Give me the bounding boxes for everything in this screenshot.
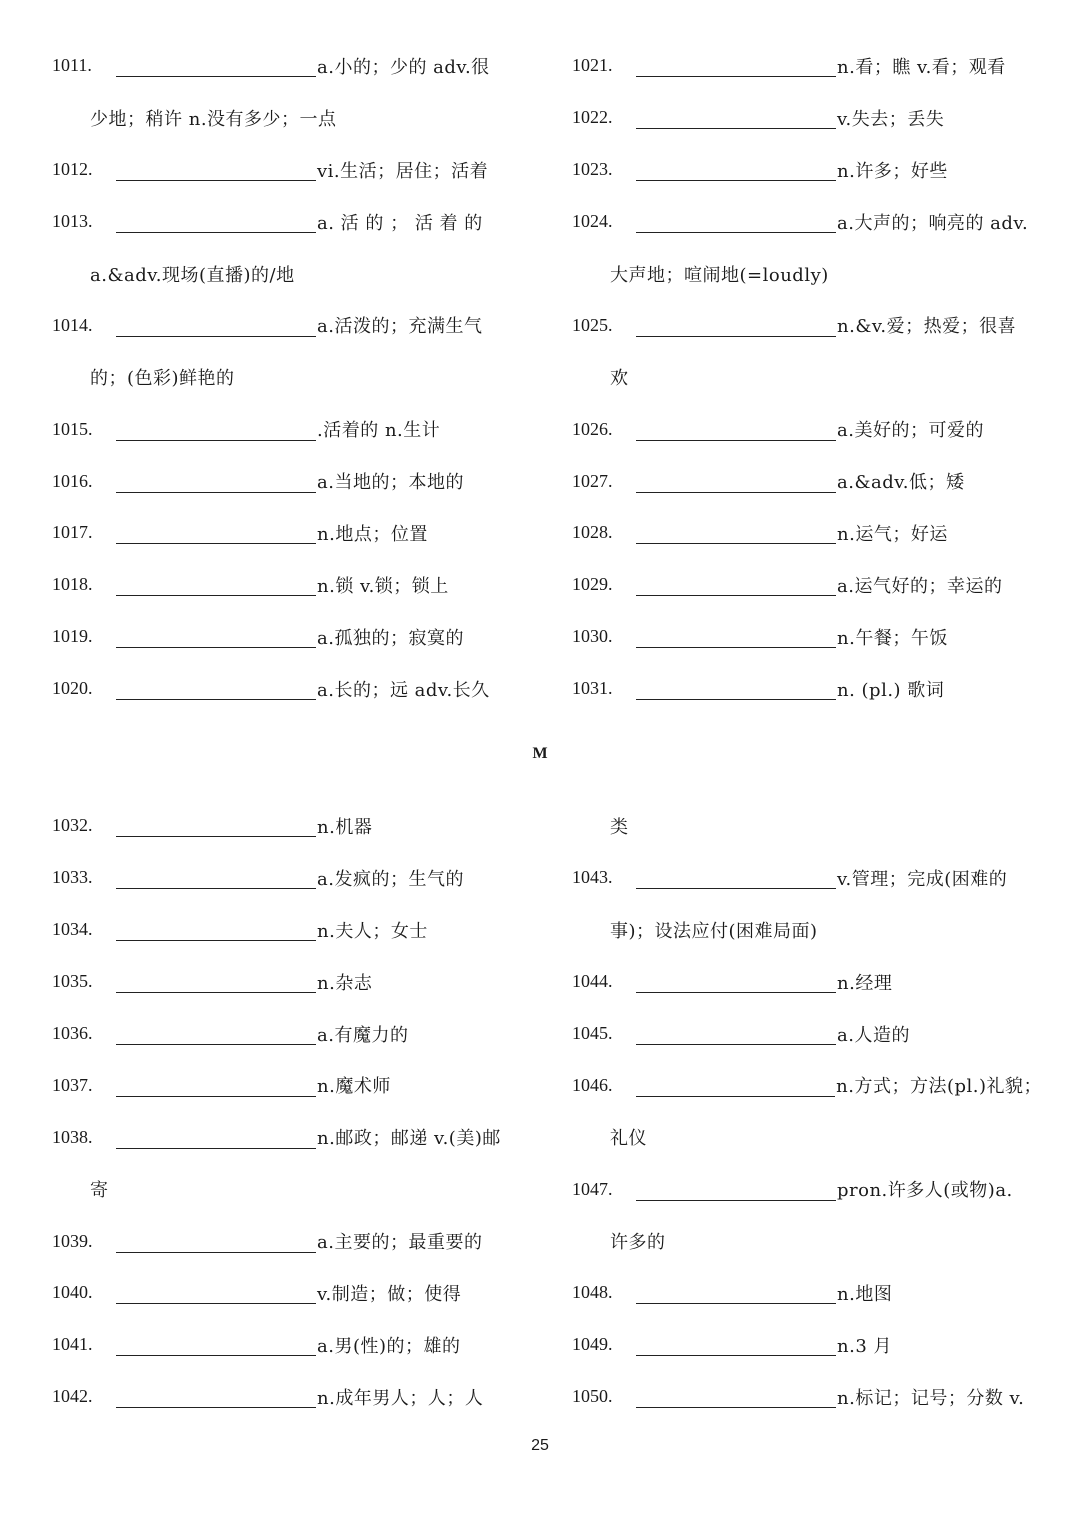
- entry-meaning: n.&v.爱；热爱；很喜: [837, 316, 1017, 338]
- vocab-entry: [572, 92, 1042, 144]
- answer-blank[interactable]: [116, 521, 316, 544]
- entry-number: 1037.: [52, 1074, 93, 1095]
- answer-blank[interactable]: [116, 470, 316, 493]
- entry-meaning: a.男(性)的；雄的: [317, 1335, 461, 1357]
- answer-blank[interactable]: [636, 158, 836, 181]
- entry-number: 1026.: [572, 418, 613, 439]
- vocab-entry: [572, 507, 1042, 559]
- vocab-entry: [52, 611, 522, 663]
- entry-number: 1016.: [52, 470, 93, 491]
- entry-meaning: a.人造的: [837, 1024, 910, 1046]
- answer-blank[interactable]: [636, 521, 836, 544]
- entry-number: 1036.: [52, 1023, 93, 1043]
- entry-number: 1043.: [572, 867, 613, 888]
- answer-blank[interactable]: [116, 970, 316, 993]
- entry-meaning: n.午餐；午饭: [837, 627, 948, 649]
- answer-blank[interactable]: [636, 625, 836, 648]
- entry-meaning: n.夫人；女士: [317, 920, 428, 942]
- entry-number: 1050.: [572, 1386, 613, 1407]
- section-letter: M: [532, 745, 548, 762]
- vocab-entry: [572, 663, 1042, 715]
- vocab-entry: [52, 1267, 522, 1319]
- entry-number: 1033.: [52, 867, 93, 888]
- entry-number: 1046.: [572, 1074, 613, 1095]
- entry-meaning: n.经理: [837, 972, 893, 994]
- answer-blank[interactable]: [636, 314, 836, 337]
- right-column-bottom: [572, 800, 1042, 1423]
- entry-meaning: n.许多；好些: [837, 160, 948, 182]
- vocab-entry: [572, 611, 1042, 663]
- answer-blank[interactable]: [636, 866, 836, 889]
- entry-meaning: n. (pl.) 歌词: [837, 679, 945, 701]
- continuation-line: 类: [610, 816, 629, 838]
- entry-meaning-continued: 事)；设法应付(困难局面): [610, 920, 818, 942]
- answer-blank[interactable]: [636, 1022, 836, 1045]
- entry-number: 1022.: [572, 107, 613, 128]
- entry-number: 1027.: [572, 470, 613, 491]
- entry-meaning-continued: 许多的: [610, 1232, 666, 1254]
- answer-blank[interactable]: [116, 158, 316, 181]
- entry-number: 1011.: [52, 55, 92, 76]
- entry-number: 1035.: [52, 971, 93, 992]
- vocab-entry: [572, 1059, 1042, 1111]
- vocab-entry: [52, 507, 522, 559]
- entry-number: 1041.: [52, 1334, 93, 1355]
- vocab-entry: [52, 196, 522, 248]
- entry-meaning: a.发疯的；生气的: [317, 868, 464, 890]
- entry-meaning: a.活泼的；充满生气: [317, 316, 483, 338]
- answer-blank[interactable]: [116, 573, 316, 596]
- entry-meaning: a.&adv.低；矮: [837, 472, 965, 494]
- entry-meaning: n.杂志: [317, 972, 373, 994]
- vocab-entry: [572, 196, 1042, 248]
- answer-blank[interactable]: [116, 314, 316, 337]
- left-column-bottom: [52, 800, 522, 1423]
- entry-meaning: a.主要的；最重要的: [317, 1232, 483, 1254]
- entry-number: 1047.: [572, 1178, 613, 1199]
- entry-number: 1017.: [52, 522, 93, 543]
- vocab-entry: [52, 299, 522, 351]
- right-column-top: [572, 40, 1042, 715]
- entry-number: 1015.: [52, 418, 93, 439]
- vocab-entry: [52, 559, 522, 611]
- entry-number: 1049.: [572, 1334, 613, 1355]
- entry-number: 1048.: [572, 1282, 613, 1303]
- vocab-entry: [52, 40, 522, 92]
- vocab-entry: [572, 559, 1042, 611]
- vocab-entry: [52, 144, 522, 196]
- answer-blank[interactable]: [636, 1178, 836, 1201]
- entry-meaning-continued: 寄: [90, 1180, 109, 1202]
- entry-meaning: n.标记；记号；分数 v.: [837, 1387, 1025, 1409]
- answer-blank[interactable]: [636, 1385, 836, 1408]
- answer-blank[interactable]: [636, 1074, 835, 1097]
- answer-blank[interactable]: [116, 1333, 316, 1356]
- entry-meaning: a.美好的；可爱的: [837, 420, 984, 442]
- entry-number: 1028.: [572, 522, 613, 543]
- entry-meaning: vi.生活；居住；活着: [317, 160, 489, 182]
- entry-number: 1045.: [572, 1023, 613, 1043]
- entry-meaning: n.运气；好运: [837, 523, 948, 545]
- vocab-entry: [572, 1267, 1042, 1319]
- answer-blank[interactable]: [116, 866, 316, 889]
- entry-meaning: n.方式；方法(pl.)礼貌；: [836, 1076, 1042, 1098]
- entry-meaning-continued: 礼仪: [610, 1128, 647, 1150]
- vocab-entry: [52, 1215, 522, 1267]
- entry-number: 1021.: [572, 55, 613, 76]
- answer-blank[interactable]: [116, 625, 316, 648]
- answer-blank[interactable]: [636, 970, 836, 993]
- answer-blank[interactable]: [636, 418, 836, 441]
- entry-meaning: n.3 月: [837, 1335, 892, 1357]
- entry-meaning: a.大声的；响亮的 adv.: [837, 212, 1029, 234]
- entry-number: 1044.: [572, 971, 613, 992]
- answer-blank[interactable]: [116, 1126, 316, 1149]
- entry-meaning: .活着的 n.生计: [317, 420, 441, 442]
- entry-number: 1032.: [52, 815, 93, 836]
- vocab-entry: [572, 144, 1042, 196]
- entry-meaning: pron.许多人(或物)a.: [837, 1180, 1013, 1202]
- entry-meaning: n.成年男人；人；人: [317, 1387, 484, 1409]
- entry-meaning: n.魔术师: [317, 1076, 391, 1098]
- entry-meaning: a.小的；少的 adv.很: [317, 56, 490, 78]
- vocab-entry: [52, 1111, 522, 1163]
- entry-meaning-continued: 的；(色彩)鲜艳的: [90, 368, 235, 390]
- answer-blank[interactable]: [636, 106, 836, 129]
- entry-number: 1014.: [52, 314, 93, 335]
- entry-number: 1042.: [52, 1386, 93, 1407]
- entry-number: 1038.: [52, 1126, 93, 1147]
- entry-meaning: n.地图: [837, 1283, 893, 1305]
- entry-number: 1029.: [572, 574, 613, 595]
- vocab-entry: [52, 455, 522, 507]
- answer-blank[interactable]: [116, 1281, 316, 1304]
- answer-blank[interactable]: [636, 677, 836, 700]
- answer-blank[interactable]: [636, 470, 836, 493]
- entry-meaning: n.机器: [317, 816, 373, 838]
- entry-meaning: v.失去；丢失: [837, 108, 945, 130]
- entry-number: 1031.: [572, 678, 613, 699]
- vocab-entry: [52, 852, 522, 904]
- answer-blank[interactable]: [116, 1074, 316, 1097]
- vocab-entry: [52, 904, 522, 956]
- entry-meaning: v.制造；做；使得: [317, 1283, 462, 1305]
- answer-blank[interactable]: [116, 1022, 316, 1045]
- entry-meaning: n.地点；位置: [317, 523, 428, 545]
- entry-meaning: v.管理；完成(困难的: [837, 868, 1008, 890]
- answer-blank[interactable]: [116, 814, 316, 837]
- vocab-entry: [52, 1008, 522, 1060]
- vocab-entry: [52, 1059, 522, 1111]
- entry-meaning: a.长的；远 adv.长久: [317, 679, 490, 701]
- answer-blank[interactable]: [636, 54, 836, 77]
- vocab-entry: [572, 1163, 1042, 1215]
- entry-meaning: n.锁 v.锁；锁上: [317, 575, 449, 597]
- entry-number: 1039.: [52, 1230, 93, 1251]
- left-column-top: [52, 40, 522, 715]
- entry-number: 1019.: [52, 626, 93, 647]
- answer-blank[interactable]: [116, 1230, 316, 1253]
- entry-meaning: a.孤独的；寂寞的: [317, 627, 464, 649]
- vocab-entry: [52, 1319, 522, 1371]
- vocab-entry: [572, 455, 1042, 507]
- vocab-entry: [572, 1371, 1042, 1423]
- entry-meaning-continued: 少地；稍许 n.没有多少；一点: [90, 108, 337, 130]
- vocab-entry: [572, 403, 1042, 455]
- entry-meaning-continued: 欢: [610, 368, 629, 390]
- vocab-entry: [572, 852, 1042, 904]
- entry-meaning: a.运气好的；幸运的: [837, 575, 1003, 597]
- answer-blank[interactable]: [116, 918, 316, 941]
- entry-number: 1025.: [572, 314, 613, 335]
- answer-blank[interactable]: [116, 210, 316, 233]
- answer-blank[interactable]: [116, 1385, 316, 1408]
- entry-meaning: a.有魔力的: [317, 1024, 409, 1046]
- vocab-entry: [572, 956, 1042, 1008]
- entry-meaning: a.当地的；本地的: [317, 472, 464, 494]
- entry-number: 1020.: [52, 678, 93, 699]
- vocab-entry: [52, 800, 522, 852]
- entry-meaning-continued: a.&adv.现场(直播)的/地: [90, 264, 295, 286]
- entry-number: 1023.: [572, 159, 613, 180]
- entry-meaning-continued: 大声地；喧闹地(=loudly): [610, 264, 829, 286]
- entry-number: 1012.: [52, 159, 93, 180]
- entry-number: 1013.: [52, 211, 93, 232]
- vocab-entry: [572, 1319, 1042, 1371]
- vocab-entry: [52, 956, 522, 1008]
- answer-blank[interactable]: [636, 1281, 836, 1304]
- answer-blank[interactable]: [636, 573, 836, 596]
- entry-number: 1030.: [572, 626, 613, 647]
- vocab-entry: [572, 299, 1042, 351]
- entry-meaning: a. 活 的 ； 活 着 的: [317, 212, 483, 234]
- answer-blank[interactable]: [116, 418, 316, 441]
- entry-number: 1040.: [52, 1282, 93, 1303]
- entry-number: 1024.: [572, 211, 613, 232]
- entry-meaning: n.邮政；邮递 v.(美)邮: [317, 1128, 501, 1150]
- entry-number: 1034.: [52, 919, 93, 940]
- entry-number: 1018.: [52, 574, 93, 595]
- answer-blank[interactable]: [636, 1333, 836, 1356]
- answer-blank[interactable]: [116, 677, 316, 700]
- vocab-entry: [52, 663, 522, 715]
- vocab-entry: [572, 1008, 1042, 1060]
- answer-blank[interactable]: [116, 54, 316, 77]
- answer-blank[interactable]: [636, 210, 836, 233]
- page-number: 25: [531, 1437, 549, 1454]
- vocab-entry: [52, 1371, 522, 1423]
- vocab-entry: [52, 403, 522, 455]
- entry-meaning: n.看；瞧 v.看；观看: [837, 56, 1006, 78]
- vocab-entry: [572, 40, 1042, 92]
